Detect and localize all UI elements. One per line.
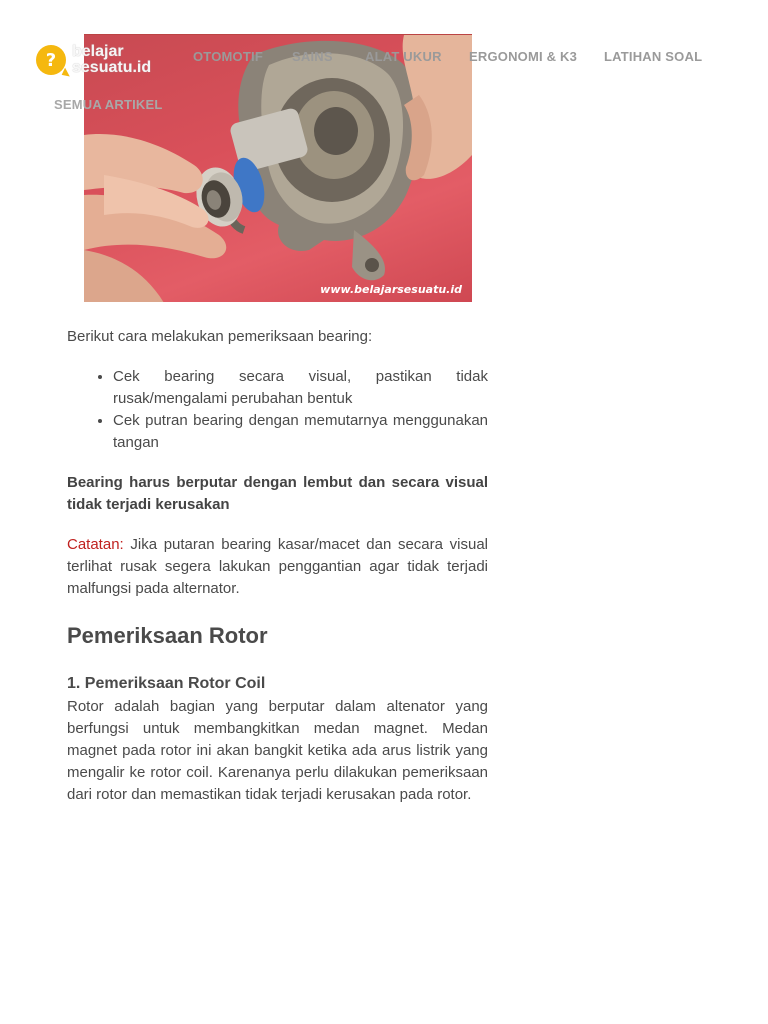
subsection-paragraph: Rotor adalah bagian yang berputar dalam altenator yang berfungsi untuk membangkitkan medan magnet. Medan magnet pada rotor ini akan bangkit ketika ada arus listrik yang mengalir ke rotor coil. Karenanya perlu dilakukan pemeriksaan dari rotor dan memastikan tidak terjadi kerusakan pada rotor.: [67, 698, 488, 803]
logo-line-2: sesuatu.id: [72, 59, 152, 76]
site-logo[interactable]: [36, 40, 166, 80]
note-paragraph: [67, 534, 488, 600]
nav-item-sains[interactable]: SAINS: [292, 49, 333, 64]
note-label: Catatan:: [67, 536, 124, 553]
intro-paragraph: Berikut cara melakukan pemeriksaan bearing:: [67, 328, 373, 345]
bold-paragraph: Bearing harus berputar dengan lembut dan secara visual tidak terjadi kerusakan: [67, 474, 488, 513]
speech-bubble-icon: ?: [36, 45, 66, 75]
section-title: Pemeriksaan Rotor: [67, 623, 268, 648]
site-header: [0, 0, 768, 120]
nav-item-latihan-soal[interactable]: LATIHAN SOAL: [604, 49, 703, 64]
list-item: • Cek putran bearing dengan memutarnya menggunakan tangan: [113, 410, 488, 454]
subsection-title: 1. Pemeriksaan Rotor Coil: [67, 675, 266, 692]
nav-item-alat-ukur[interactable]: ALAT UKUR: [365, 49, 442, 64]
logo-line-1: belajar: [72, 43, 124, 60]
nav-item-otomotif[interactable]: OTOMOTIF: [193, 49, 263, 64]
nav-item-ergonomi[interactable]: ERGONOMI & K3: [469, 49, 578, 64]
note-text: Jika putaran bearing kasar/macet dan secara visual terlihat rusak segera lakukan penggantian agar tidak terjadi malfungsi pada alternator.: [67, 536, 488, 597]
image-watermark: www.belajarsesuatu.id: [320, 283, 462, 296]
nav-item-semua-artikel[interactable]: SEMUA ARTIKEL: [54, 97, 163, 112]
check-list: [67, 366, 488, 454]
list-item: • Cek bearing secara visual, pastikan tidak rusak/mengalami perubahan bentuk: [113, 366, 488, 410]
logo-text: [72, 44, 151, 76]
article-body: [67, 326, 488, 824]
